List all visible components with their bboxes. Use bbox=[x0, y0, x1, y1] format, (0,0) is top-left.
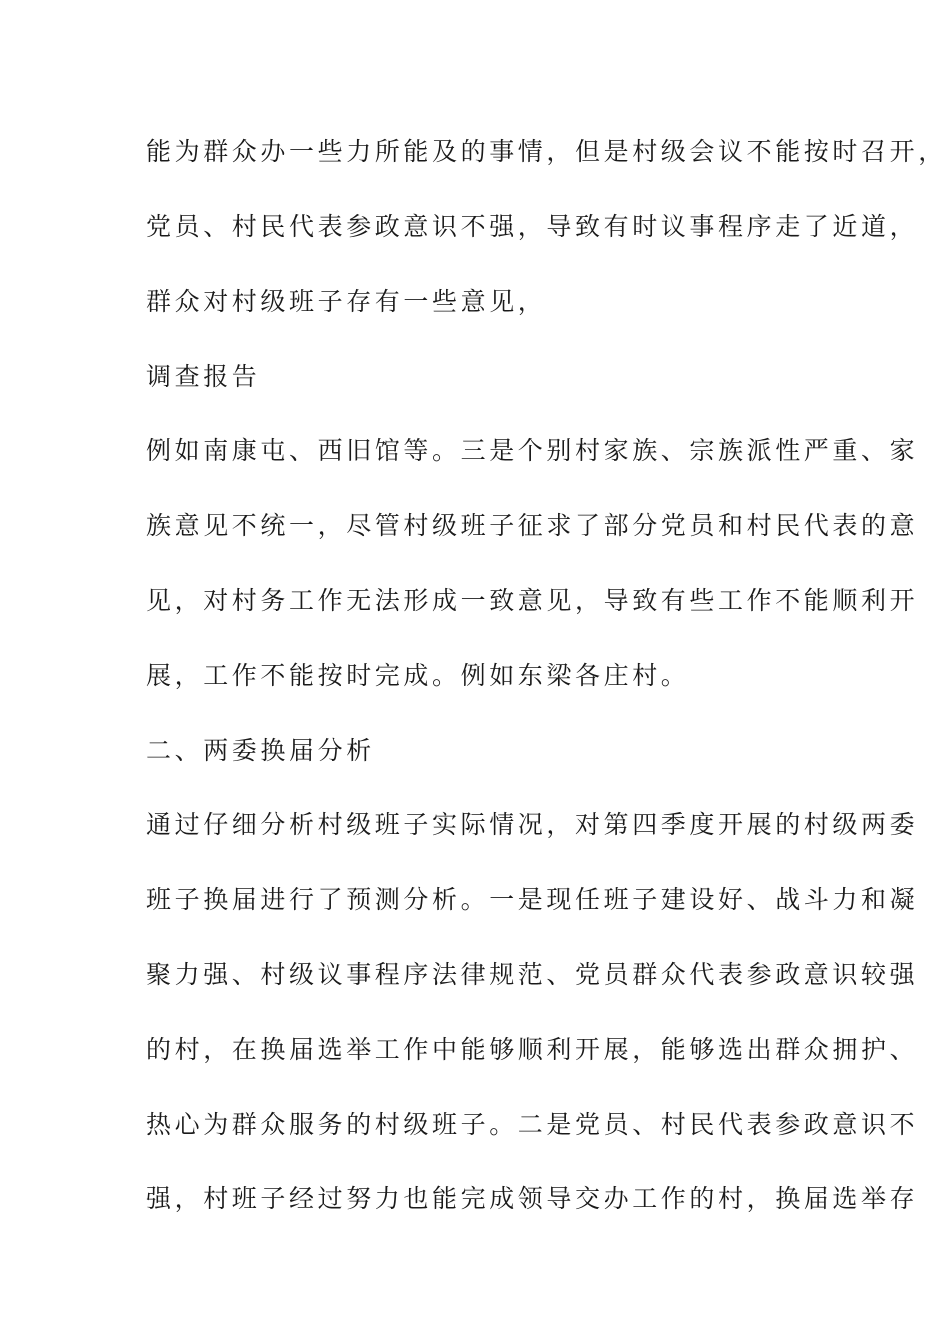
paragraph-line-7: 见，对村务工作无法形成一致意见，导致有些工作不能顺利开 bbox=[146, 586, 919, 615]
paragraph-line-8: 展，工作不能按时完成。例如东梁各庄村。 bbox=[146, 661, 690, 690]
section-label: 调查报告 bbox=[146, 362, 261, 391]
paragraph-line-5: 例如南康屯、西旧馆等。三是个别村家族、宗族派性严重、家 bbox=[146, 436, 919, 465]
paragraph-line-12: 聚力强、村级议事程序法律规范、党员群众代表参政意识较强 bbox=[146, 960, 919, 989]
paragraph-line-14: 热心为群众服务的村级班子。二是党员、村民代表参政意识不 bbox=[146, 1110, 919, 1139]
paragraph-line-15: 强，村班子经过努力也能完成领导交办工作的村，换届选举存 bbox=[146, 1184, 919, 1213]
paragraph-line-3: 群众对村级班子存有一些意见， bbox=[146, 287, 547, 316]
paragraph-line-13: 的村，在换届选举工作中能够顺利开展，能够选出群众拥护、 bbox=[146, 1035, 919, 1064]
paragraph-line-6: 族意见不统一，尽管村级班子征求了部分党员和村民代表的意 bbox=[146, 511, 919, 540]
section-heading: 二、两委换届分析 bbox=[146, 736, 375, 765]
paragraph-line-1: 能为群众办一些力所能及的事情，但是村级会议不能按时召开， bbox=[146, 137, 947, 166]
paragraph-line-11: 班子换届进行了预测分析。一是现任班子建设好、战斗力和凝 bbox=[146, 885, 919, 914]
paragraph-line-10: 通过仔细分析村级班子实际情况，对第四季度开展的村级两委 bbox=[146, 810, 919, 839]
paragraph-line-2: 党员、村民代表参政意识不强，导致有时议事程序走了近道， bbox=[146, 212, 919, 241]
